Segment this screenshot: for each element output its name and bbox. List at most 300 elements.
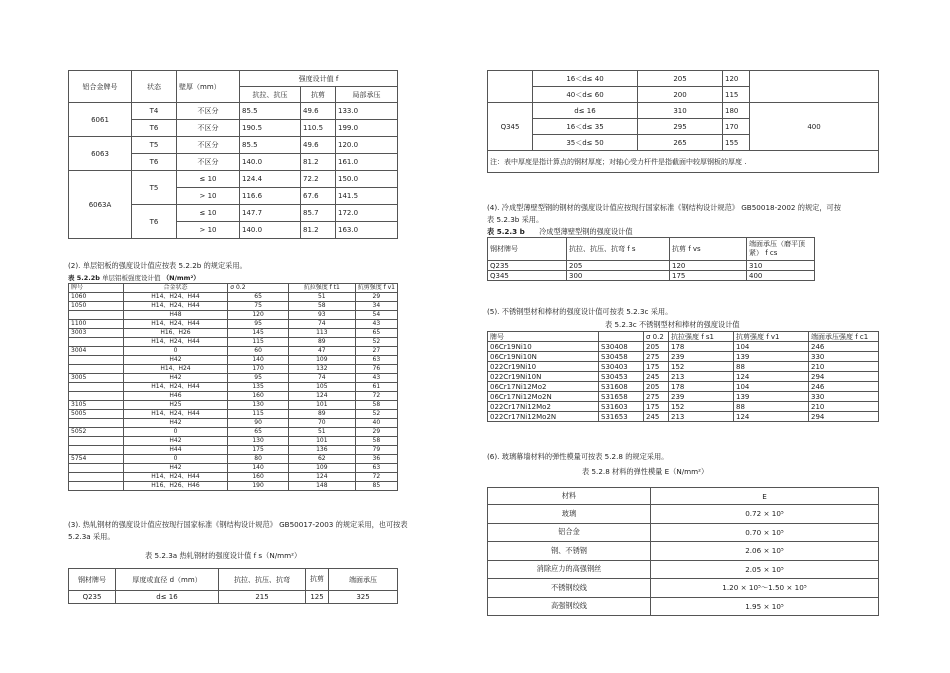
label-cell: 消除应力的高强钢丝 [488, 560, 651, 579]
label-cell: 022Cr19Ni10N [488, 372, 599, 382]
label-cell: 3004 [69, 347, 124, 356]
label-cell [69, 311, 124, 320]
value-cell: 63 [355, 356, 397, 365]
alloy-cell: 6063 [69, 137, 132, 171]
value-cell: 190 [228, 482, 289, 491]
value-cell: 175 [644, 402, 669, 412]
grade-cell: Q345 [488, 103, 533, 151]
value-cell: 125 [306, 591, 329, 604]
value-cell: 330 [809, 392, 879, 402]
value-cell: 210 [809, 362, 879, 372]
value-cell: 199.0 [336, 120, 398, 137]
value-cell: S31603 [599, 402, 644, 412]
value-cell: 310 [638, 103, 723, 119]
table-row [69, 455, 398, 464]
value-cell: 75 [228, 302, 289, 311]
value-cell: 140.0 [240, 154, 301, 171]
table-row [69, 311, 398, 320]
header-tension: 抗拉、抗压、抗弯 f s [567, 238, 670, 261]
value-cell: 147.7 [240, 205, 301, 222]
table-row [488, 271, 815, 281]
thickness-cell: d≤ 16 [533, 103, 638, 119]
value-cell: 175 [644, 362, 669, 372]
table-row [69, 103, 398, 120]
label-cell: 022Cr19Ni10 [488, 362, 599, 372]
value-cell: 310 [747, 261, 815, 271]
value-cell: 330 [809, 352, 879, 362]
value-cell: 58 [288, 302, 355, 311]
header-shear: 抗剪强度 f v1 [355, 284, 397, 293]
value-cell: 295 [638, 119, 723, 135]
value-cell: H14、H24、H44 [123, 410, 228, 419]
value-cell: H25 [123, 401, 228, 410]
header-shear: 抗剪 [301, 87, 336, 103]
value-cell: 54 [355, 311, 397, 320]
header-grade: 牌号 [69, 284, 124, 293]
value-cell: 178 [669, 342, 734, 352]
header-temper: 合金状态 [123, 284, 228, 293]
table-row [488, 71, 879, 87]
header-tension-compression-bending: 抗拉、抗压、抗弯 [219, 569, 306, 591]
value-cell: 124.4 [240, 171, 301, 188]
value-cell: 2.05 × 10⁵ [651, 560, 879, 579]
value-cell: 124 [288, 473, 355, 482]
value-cell: 115 [228, 338, 289, 347]
value-cell: 0 [123, 455, 228, 464]
value-cell: H16、H26 [123, 329, 228, 338]
value-cell: 58 [355, 437, 397, 446]
value-cell: 300 [567, 271, 670, 281]
header-material: 材料 [488, 488, 651, 505]
hot-rolled-steel-strength-table [68, 568, 398, 604]
table-row [69, 591, 398, 604]
value-cell: 109 [288, 356, 355, 365]
thickness-cell: d≤ 16 [116, 591, 219, 604]
table-row [488, 342, 879, 352]
value-cell: 152 [669, 402, 734, 412]
value-cell: H14、H24 [123, 365, 228, 374]
value-cell: 101 [288, 437, 355, 446]
header-steel-grade: 钢材牌号 [488, 238, 567, 261]
value-cell: 161.0 [336, 154, 398, 171]
value-cell: 120.0 [336, 137, 398, 154]
thickness-cell: 不区分 [177, 154, 240, 171]
thickness-cell: ≤ 10 [177, 171, 240, 188]
value-cell: 180 [723, 103, 750, 119]
table-row [69, 410, 398, 419]
paragraph-5: (5). 不锈钢型材和棒材的强度设计值可按表 5.2.3c 采用。 [487, 307, 673, 316]
value-cell: 1.20 × 10⁵～1.50 × 10⁵ [651, 579, 879, 598]
value-cell: 245 [644, 412, 669, 422]
table-caption-5-2-8: 表 5.2.8 材料的弹性模量 E（N/mm²） [582, 467, 709, 476]
paragraph-3-line-2: 5.2.3a 采用。 [68, 532, 115, 541]
paragraph-3-line-1: (3). 热轧钢材的强度设计值应按现行国家标准《钢结构设计规范》 GB50017-2003 的规定采用，也可按表 [68, 520, 408, 529]
header-grade: 牌号 [488, 332, 599, 342]
label-cell: 铝合金 [488, 523, 651, 542]
value-cell: 215 [219, 591, 306, 604]
table-row [488, 103, 879, 119]
header-sigma: σ 0.2 [644, 332, 669, 342]
value-cell: H14、H24、H44 [123, 302, 228, 311]
value-cell: 93 [288, 311, 355, 320]
label-cell [69, 338, 124, 347]
value-cell: 65 [228, 428, 289, 437]
paragraph-6: (6). 玻璃幕墙材料的弹性模量可按表 5.2.8 的规定采用。 [487, 452, 669, 461]
value-cell: 90 [228, 419, 289, 428]
header-alloy: 铝合金牌号 [69, 71, 132, 103]
grade-cell [488, 71, 533, 103]
paragraph-4-line-1: (4). 冷成型薄壁型钢的钢材的强度设计值应按现行国家标准《钢结构设计规范》 GB50018-2002 的规定，可按 [487, 203, 841, 212]
label-cell: 3005 [69, 374, 124, 383]
value-cell: H44 [123, 446, 228, 455]
value-cell: 43 [355, 374, 397, 383]
label-cell: 5754 [69, 455, 124, 464]
table-row [488, 362, 879, 372]
value-cell: 63 [355, 464, 397, 473]
value-cell: 115 [228, 410, 289, 419]
table-row [69, 401, 398, 410]
caption-number: 表 5.2.3 b [487, 227, 525, 236]
thickness-cell: ≤ 10 [177, 205, 240, 222]
label-cell [69, 437, 124, 446]
value-cell: 88 [734, 402, 809, 412]
value-cell: 135 [228, 383, 289, 392]
table-row [69, 428, 398, 437]
value-cell: 175 [228, 446, 289, 455]
value-cell: 148 [288, 482, 355, 491]
caption-number: 表 5.2.2b [68, 274, 100, 282]
table-row [488, 402, 879, 412]
header-shear: 抗剪 f vs [670, 238, 747, 261]
value-cell: 0.72 × 10⁵ [651, 505, 879, 524]
header-e: E [651, 488, 879, 505]
table-row [69, 320, 398, 329]
grade-cell: Q235 [69, 591, 116, 604]
value-cell: 178 [669, 382, 734, 392]
value-cell: 52 [355, 338, 397, 347]
value-cell: 133.0 [336, 103, 398, 120]
state-cell: T4 [132, 103, 177, 120]
table-row [69, 374, 398, 383]
header-shear: 抗剪强度 f v1 [734, 332, 809, 342]
value-cell: 200 [638, 87, 723, 103]
label-cell: 06Cr19Ni10 [488, 342, 599, 352]
value-cell: 80 [228, 455, 289, 464]
value-cell: 89 [288, 338, 355, 347]
header-strength-group: 强度设计值 f [240, 71, 398, 87]
value-cell: 160 [228, 392, 289, 401]
header-end-bearing: 端面承压 [329, 569, 398, 591]
value-cell: 81.2 [301, 154, 336, 171]
value-cell: 275 [644, 352, 669, 362]
header-local-bearing: 局部承压 [336, 87, 398, 103]
value-cell: 60 [228, 347, 289, 356]
state-cell: T6 [132, 205, 177, 239]
label-cell [69, 446, 124, 455]
value-cell: H14、H24、H44 [123, 473, 228, 482]
table-row [69, 383, 398, 392]
label-cell: 022Cr17Ni12Mo2N [488, 412, 599, 422]
label-cell: 06Cr17Ni12Mo2 [488, 382, 599, 392]
value-cell: 61 [355, 383, 397, 392]
value-cell: 85.5 [240, 103, 301, 120]
value-cell: H48 [123, 311, 228, 320]
table-caption-5-2-2b [68, 273, 200, 282]
header-thickness: 壁厚（mm） [177, 71, 240, 103]
label-cell: 1060 [69, 293, 124, 302]
value-cell: 101 [288, 401, 355, 410]
header-end-bearing: 端面承压（磨平顶紧） f cs [747, 238, 815, 261]
value-cell: 88 [734, 362, 809, 372]
table-row [488, 392, 879, 402]
value-cell: S31608 [599, 382, 644, 392]
value-cell: 140.0 [240, 222, 301, 239]
value-cell: 160 [228, 473, 289, 482]
table-row [488, 523, 879, 542]
value-cell: 172.0 [336, 205, 398, 222]
value-cell: 51 [288, 428, 355, 437]
value-cell: 29 [355, 428, 397, 437]
value-cell: 81.2 [301, 222, 336, 239]
thickness-cell: 不区分 [177, 103, 240, 120]
value-cell: 145 [228, 329, 289, 338]
value-cell: 72 [355, 392, 397, 401]
value-cell: 85 [355, 482, 397, 491]
value-cell: 132 [288, 365, 355, 374]
value-cell: 120 [670, 261, 747, 271]
value-cell: H42 [123, 419, 228, 428]
thickness-cell: 16＜d≤ 40 [533, 71, 638, 87]
table-note: 注：表中厚度是指计算点的钢材厚度；对轴心受力杆件是指截面中较厚钢板的厚度 . [488, 151, 879, 173]
value-cell: H16、H26、H46 [123, 482, 228, 491]
label-cell [69, 383, 124, 392]
value-cell: 0 [123, 347, 228, 356]
value-cell: 130 [228, 401, 289, 410]
table-row [69, 356, 398, 365]
value-cell: 62 [288, 455, 355, 464]
value-cell: 265 [638, 135, 723, 151]
value-cell: 275 [644, 392, 669, 402]
value-cell: 120 [723, 71, 750, 87]
label-cell: 不锈钢绞线 [488, 579, 651, 598]
value-cell: 67.6 [301, 188, 336, 205]
value-cell: H42 [123, 437, 228, 446]
value-cell: 170 [723, 119, 750, 135]
value-cell: 65 [355, 329, 397, 338]
end-bearing-cell [750, 71, 879, 103]
value-cell: 325 [329, 591, 398, 604]
table-row [69, 446, 398, 455]
thickness-cell: 不区分 [177, 120, 240, 137]
table-row [488, 579, 879, 598]
value-cell: H14、H24、H44 [123, 293, 228, 302]
label-cell: 钢、不锈钢 [488, 542, 651, 561]
table-row [69, 338, 398, 347]
table-row [69, 347, 398, 356]
value-cell: 43 [355, 320, 397, 329]
value-cell: 40 [355, 419, 397, 428]
table-row [69, 329, 398, 338]
label-cell [69, 482, 124, 491]
table-row [69, 392, 398, 401]
value-cell: 124 [288, 392, 355, 401]
value-cell: 74 [288, 320, 355, 329]
state-cell: T5 [132, 171, 177, 205]
value-cell: H42 [123, 464, 228, 473]
table-row [488, 597, 879, 616]
value-cell: 76 [355, 365, 397, 374]
alloy-cell: 6063A [69, 171, 132, 239]
label-cell: 06Cr17Ni12Mo2N [488, 392, 599, 402]
table-caption-5-2-3b [487, 227, 633, 237]
value-cell: 205 [638, 71, 723, 87]
caption-title: 冷成型薄壁型钢的强度设计值 [539, 227, 633, 236]
header-sigma: σ 0.2 [228, 284, 289, 293]
table-row [69, 293, 398, 302]
label-cell: 06Cr19Ni10N [488, 352, 599, 362]
value-cell: S31658 [599, 392, 644, 402]
label-cell: 1050 [69, 302, 124, 311]
value-cell: 1.95 × 10⁵ [651, 597, 879, 616]
table-row [488, 505, 879, 524]
value-cell: H46 [123, 392, 228, 401]
value-cell: 29 [355, 293, 397, 302]
value-cell: H42 [123, 374, 228, 383]
label-cell: 1100 [69, 320, 124, 329]
table-row [69, 365, 398, 374]
label-cell [69, 473, 124, 482]
value-cell: 79 [355, 446, 397, 455]
paragraph-4-line-2: 表 5.2.3b 采用。 [487, 215, 544, 224]
value-cell: 113 [288, 329, 355, 338]
table-row [69, 302, 398, 311]
header-tension-compression: 抗拉、抗压 [240, 87, 301, 103]
value-cell: 139 [734, 392, 809, 402]
value-cell: 294 [809, 412, 879, 422]
value-cell: 205 [644, 382, 669, 392]
header-steel-grade: 钢材牌号 [69, 569, 116, 591]
value-cell: 239 [669, 392, 734, 402]
value-cell: 27 [355, 347, 397, 356]
value-cell: 72.2 [301, 171, 336, 188]
table-row [488, 412, 879, 422]
value-cell: S30403 [599, 362, 644, 372]
thickness-cell: 16＜d≤ 35 [533, 119, 638, 135]
hot-rolled-steel-strength-table-continued [487, 70, 879, 173]
value-cell: 2.06 × 10⁵ [651, 542, 879, 561]
value-cell: 139 [734, 352, 809, 362]
table-row [69, 473, 398, 482]
value-cell: H42 [123, 356, 228, 365]
value-cell: H14、H24、H44 [123, 338, 228, 347]
value-cell: 130 [228, 437, 289, 446]
value-cell: 136 [288, 446, 355, 455]
value-cell: 124 [734, 372, 809, 382]
value-cell: 141.5 [336, 188, 398, 205]
value-cell: 170 [228, 365, 289, 374]
elastic-modulus-table [487, 487, 879, 616]
value-cell: 95 [228, 374, 289, 383]
grade-cell: Q345 [488, 271, 567, 281]
header-tensile: 抗拉强度 f t1 [288, 284, 355, 293]
label-cell: 3003 [69, 329, 124, 338]
label-cell: 玻璃 [488, 505, 651, 524]
value-cell: 210 [809, 402, 879, 412]
label-cell [69, 365, 124, 374]
value-cell: 239 [669, 352, 734, 362]
value-cell: 36 [355, 455, 397, 464]
value-cell: 52 [355, 410, 397, 419]
value-cell: 190.5 [240, 120, 301, 137]
value-cell: S30453 [599, 372, 644, 382]
header-code [599, 332, 644, 342]
table-row [488, 560, 879, 579]
value-cell: 205 [644, 342, 669, 352]
label-cell: 高强钢绞线 [488, 597, 651, 616]
value-cell: 213 [669, 372, 734, 382]
value-cell: H14、H24、H44 [123, 383, 228, 392]
value-cell: 294 [809, 372, 879, 382]
table-row [69, 437, 398, 446]
aluminum-plate-strength-table [68, 283, 398, 491]
caption-title: 单层铝板强度设计值 [102, 274, 161, 282]
aluminum-alloy-strength-table [68, 70, 398, 239]
label-cell: 5005 [69, 410, 124, 419]
table-row [69, 137, 398, 154]
value-cell: 155 [723, 135, 750, 151]
paragraph-2: (2). 单层铝板的强度设计值应按表 5.2.2b 的规定采用。 [68, 261, 247, 270]
value-cell: 34 [355, 302, 397, 311]
value-cell: 110.5 [301, 120, 336, 137]
table-row [488, 372, 879, 382]
table-row [69, 482, 398, 491]
value-cell: S30458 [599, 352, 644, 362]
state-cell: T6 [132, 120, 177, 137]
value-cell: 74 [288, 374, 355, 383]
value-cell: 175 [670, 271, 747, 281]
value-cell: 213 [669, 412, 734, 422]
value-cell: 400 [750, 103, 879, 151]
thickness-cell: 35＜d≤ 50 [533, 135, 638, 151]
value-cell: 124 [734, 412, 809, 422]
value-cell: H14、H24、H44 [123, 320, 228, 329]
cold-formed-steel-strength-table [487, 237, 815, 281]
value-cell: 400 [747, 271, 815, 281]
state-cell: T5 [132, 137, 177, 154]
value-cell: S30408 [599, 342, 644, 352]
value-cell: 58 [355, 401, 397, 410]
grade-cell: Q235 [488, 261, 567, 271]
state-cell: T6 [132, 154, 177, 171]
table-row [69, 464, 398, 473]
value-cell: 116.6 [240, 188, 301, 205]
alloy-cell: 6061 [69, 103, 132, 137]
label-cell: 022Cr17Ni12Mo2 [488, 402, 599, 412]
value-cell: S31653 [599, 412, 644, 422]
value-cell: 0 [123, 428, 228, 437]
value-cell: 72 [355, 473, 397, 482]
header-state: 状态 [132, 71, 177, 103]
table-row [488, 352, 879, 362]
header-thickness: 厚度或直径 d（mm） [116, 569, 219, 591]
table-row [488, 382, 879, 392]
value-cell: 140 [228, 464, 289, 473]
value-cell: 51 [288, 293, 355, 302]
value-cell: 120 [228, 311, 289, 320]
value-cell: 152 [669, 362, 734, 372]
table-caption-5-2-3a: 表 5.2.3a 热轧钢材的强度设计值 f s（N/mm²） [145, 551, 302, 560]
value-cell: 140 [228, 356, 289, 365]
